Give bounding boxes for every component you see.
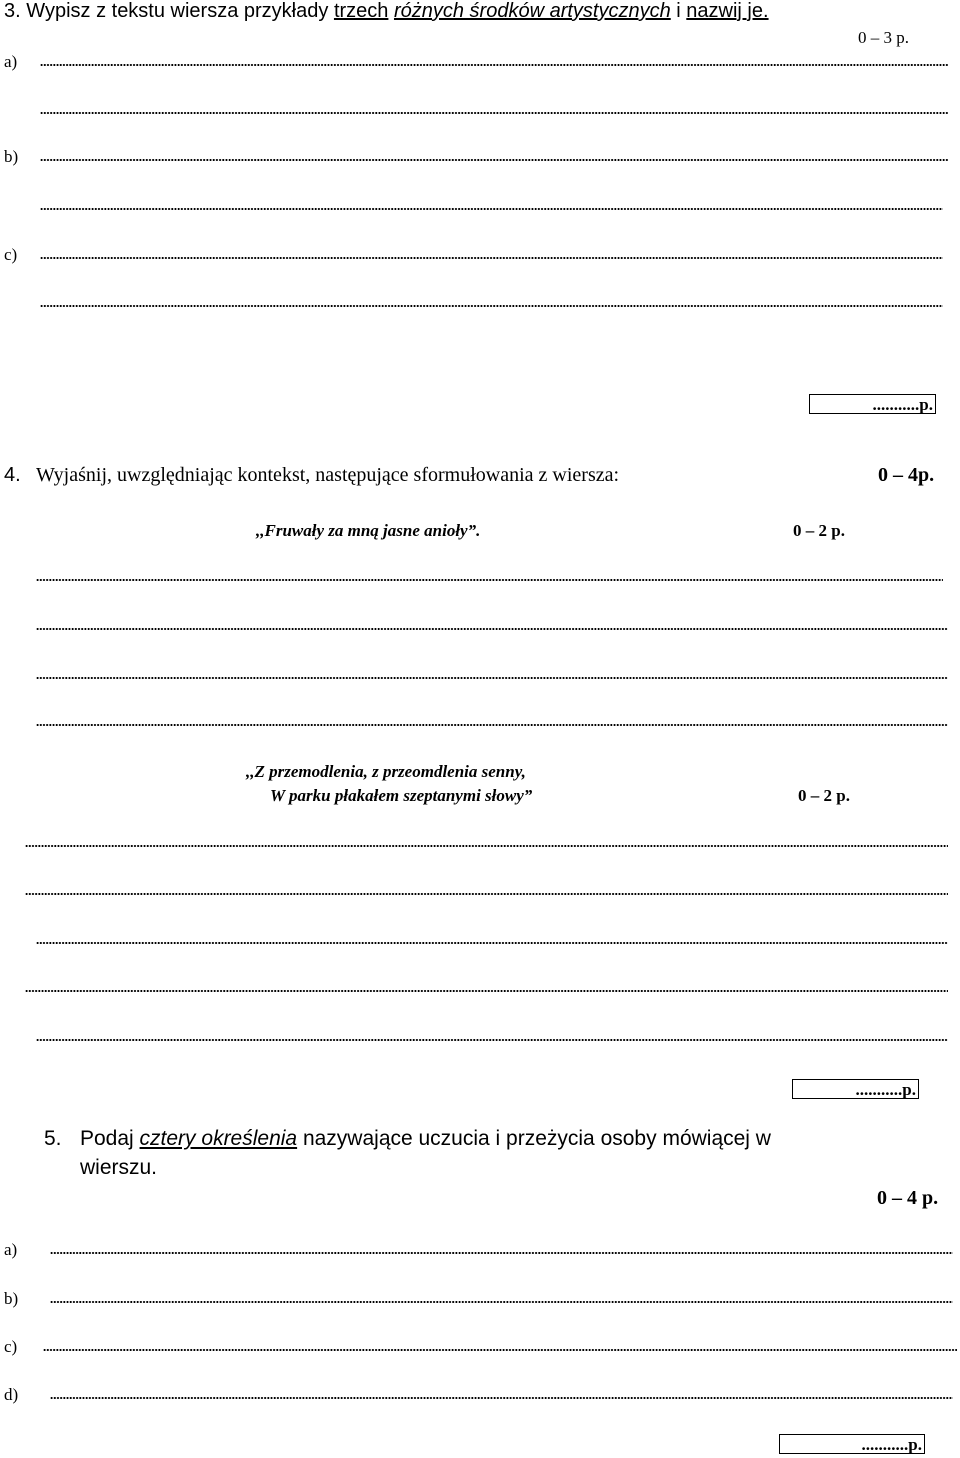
question-5-text-c: nazywające uczucia i przeżycia osoby mówiącej w — [297, 1127, 771, 1150]
answer-line[interactable] — [40, 206, 943, 212]
answer-line[interactable] — [43, 1347, 957, 1353]
quote-2-points: 0 – 2 p. — [798, 786, 850, 805]
answer-line[interactable] — [40, 110, 948, 116]
question-5-number: 5. — [44, 1127, 62, 1150]
answer-line[interactable] — [36, 675, 948, 681]
question-5-score-box[interactable]: ...........p. — [779, 1434, 925, 1454]
answer-line[interactable] — [40, 303, 943, 309]
answer-line[interactable] — [36, 1037, 948, 1043]
answer-line[interactable] — [36, 626, 948, 632]
answer-line[interactable] — [50, 1395, 953, 1401]
question-4-score-box[interactable]: ...........p. — [792, 1079, 919, 1099]
question-5-points: 0 – 4 p. — [877, 1187, 939, 1209]
answer-label-c: c) — [4, 1337, 18, 1356]
question-3-text-d: różnych środków artystycznych — [393, 0, 671, 22]
question-3-text-f: nazwij je. — [686, 0, 769, 22]
quote-2-line-1: ,,Z przemodlenia, z przeomdlenia senny, — [246, 762, 526, 781]
question-5-text — [80, 1127, 771, 1151]
quote-1: ,,Fruwały za mną jasne anioły”. — [256, 521, 481, 540]
question-3-score-box[interactable]: ...........p. — [809, 394, 936, 414]
question-5-text-a: Podaj — [80, 1127, 140, 1150]
quote-1-points: 0 – 2 p. — [793, 521, 845, 540]
question-4-number: 4. — [4, 464, 21, 486]
answer-label-b: b) — [4, 1289, 19, 1308]
answer-line[interactable] — [40, 255, 943, 261]
answer-label-b: b) — [4, 147, 19, 166]
question-3-points: 0 – 3 p. — [858, 28, 909, 47]
question-5-text-b: cztery określenia — [139, 1127, 298, 1150]
answer-line[interactable] — [25, 988, 948, 994]
answer-line[interactable] — [36, 577, 943, 583]
question-4-text: Wyjaśnij, uwzględniając kontekst, następujące sformułowania z wiersza: — [36, 464, 620, 486]
answer-label-c: c) — [4, 245, 18, 264]
answer-line[interactable] — [25, 891, 948, 897]
question-3-text-b: trzech — [333, 0, 389, 22]
answer-line[interactable] — [40, 157, 948, 163]
question-3-text-a: Wypisz z tekstu wiersza przykłady — [26, 0, 334, 22]
answer-line[interactable] — [36, 722, 948, 728]
answer-line[interactable] — [50, 1299, 953, 1305]
answer-line[interactable] — [40, 62, 948, 68]
answer-label-a: a) — [4, 52, 18, 71]
question-3-number: 3. — [4, 0, 21, 22]
question-4-points: 0 – 4p. — [878, 464, 935, 486]
answer-line[interactable] — [36, 940, 948, 946]
answer-label-d: d) — [4, 1385, 19, 1404]
answer-label-a: a) — [4, 1240, 18, 1259]
question-3-text-e: i — [670, 0, 687, 22]
answer-line[interactable] — [50, 1250, 953, 1256]
question-3-heading — [4, 0, 769, 23]
answer-line[interactable] — [25, 843, 948, 849]
question-5-text-line-2: wierszu. — [80, 1156, 158, 1179]
quote-2-line-2: W parku płakałem szeptanymi słowy” — [270, 786, 533, 805]
